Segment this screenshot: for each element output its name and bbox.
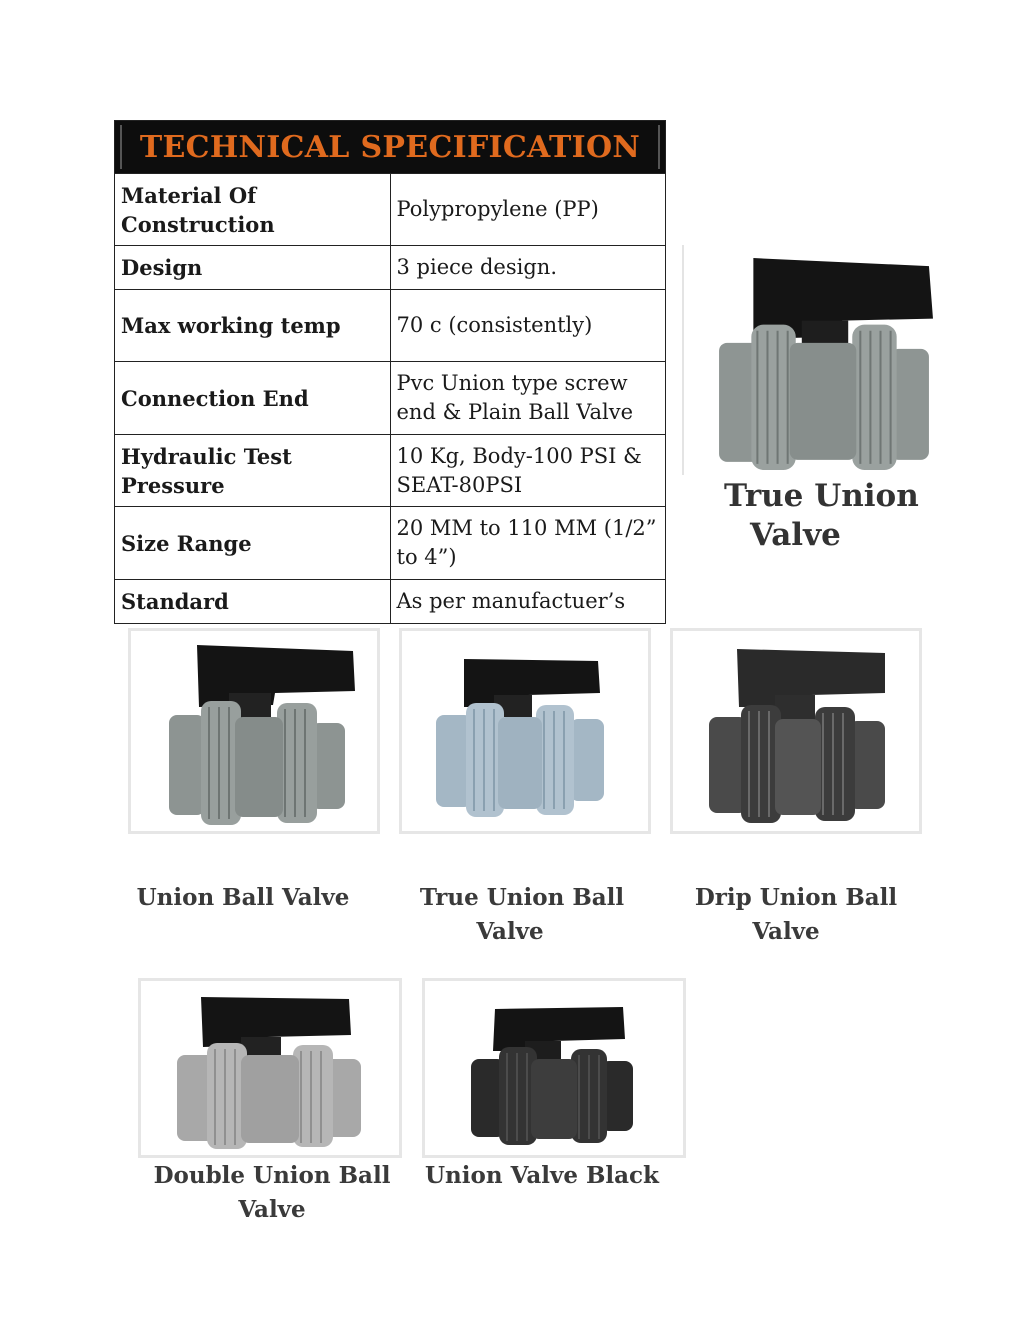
true-union-valve-image — [712, 252, 936, 474]
spec-row-design — [115, 246, 666, 290]
spec-key: Material Of Construction — [115, 174, 391, 246]
spec-row-material — [115, 174, 666, 246]
caption-true-union-ball-valve — [410, 881, 634, 949]
spec-row-size-range — [115, 507, 666, 580]
spec-value: Pvc Union type screw end & Plain Ball Valve — [390, 362, 666, 435]
spec-key: Standard — [115, 580, 391, 624]
caption-line: Valve — [476, 918, 544, 945]
spec-value: 10 Kg, Body-100 PSI & SEAT-80PSI — [390, 435, 666, 507]
valve-photo — [712, 252, 936, 474]
spec-key: Connection End — [115, 362, 391, 435]
spec-row-hydraulic-test — [115, 435, 666, 507]
valve-photo — [425, 981, 683, 1155]
spec-value: Polypropylene (PP) — [390, 174, 666, 246]
union-ball-valve-image — [128, 628, 380, 834]
valve-photo — [131, 631, 377, 831]
caption-double-union-ball-valve: Double Union Ball Valve — [153, 1162, 391, 1223]
spec-key: Design — [115, 246, 391, 290]
spec-row-max-temp — [115, 290, 666, 362]
true-union-ball-valve-image — [399, 628, 651, 834]
drip-union-ball-valve-image — [670, 628, 922, 834]
double-union-ball-valve-image — [138, 978, 402, 1158]
hero-caption — [724, 477, 924, 555]
valve-photo — [141, 981, 399, 1155]
caption-line: Drip Union Ball — [694, 884, 898, 911]
spec-value: 3 piece design. — [390, 246, 666, 290]
hero-caption-line1: True Union — [724, 478, 919, 514]
spec-key: Hydraulic Test Pressure — [115, 435, 391, 507]
spec-value: 20 MM to 110 MM (1/2” to 4”) — [390, 507, 666, 580]
spec-value: As per manufactuer’s — [390, 580, 666, 624]
valve-photo — [402, 631, 648, 831]
caption-line: True Union Ball — [419, 884, 625, 911]
union-valve-black-image — [422, 978, 686, 1158]
spec-key: Size Range — [115, 507, 391, 580]
spec-key: Max working temp — [115, 290, 391, 362]
valve-photo — [673, 631, 919, 831]
caption-union-valve-black: Union Valve Black — [425, 1162, 659, 1189]
spec-row-connection-end — [115, 362, 666, 435]
caption-drip-union-ball-valve — [684, 881, 908, 949]
hero-caption-line2: Valve — [750, 517, 841, 553]
spec-table-header — [115, 121, 666, 174]
caption-union-ball-valve: Union Ball Valve — [136, 884, 350, 911]
divider-line — [682, 245, 684, 475]
spec-table — [114, 120, 666, 624]
caption-line: Valve — [752, 918, 820, 945]
spec-value: 70 c (consistently) — [390, 290, 666, 362]
spec-table-title: TECHNICAL SPECIFICATION — [120, 125, 660, 169]
spec-row-standard — [115, 580, 666, 624]
